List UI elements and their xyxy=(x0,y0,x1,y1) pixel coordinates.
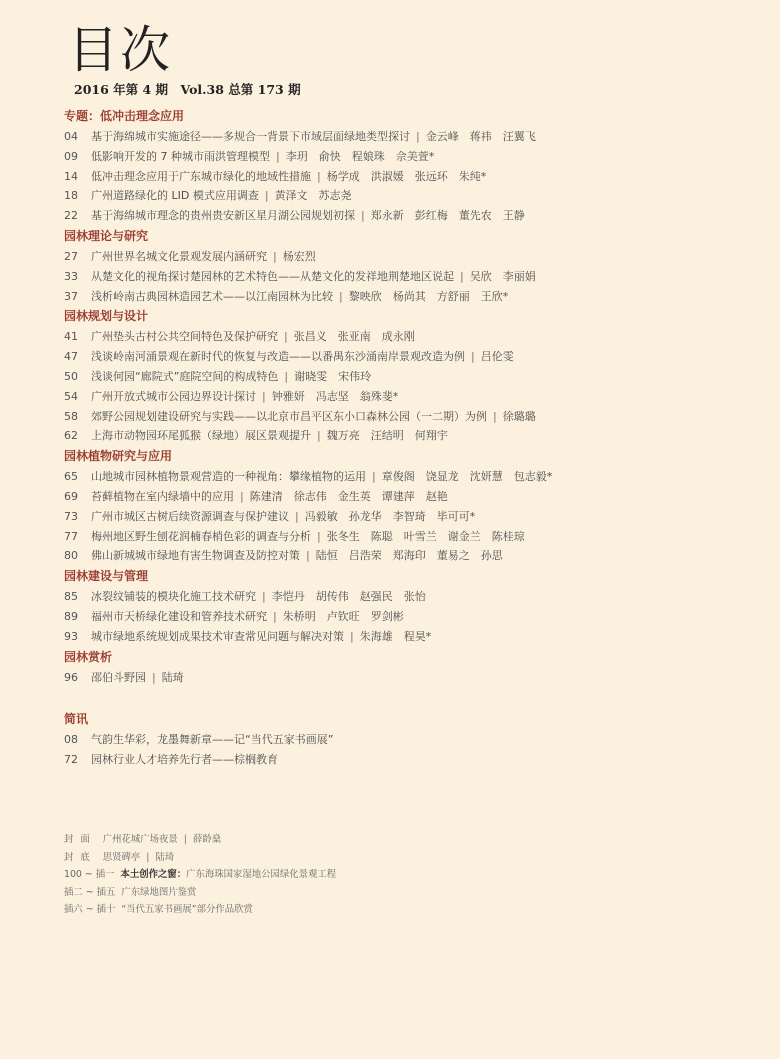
separator: | xyxy=(295,509,299,523)
separator: | xyxy=(361,209,365,223)
toc-entry[interactable] xyxy=(64,487,764,507)
toc-entry[interactable] xyxy=(64,750,764,770)
entry-page-number: 69 xyxy=(64,489,78,503)
entry-authors: 杨宏烈 xyxy=(282,249,316,263)
entry-title: 浅析岭南古典园林造园艺术——以江南园林为比较 xyxy=(91,289,333,303)
entry-authors: 李玥 俞快 程娘珠 佘美萱* xyxy=(285,149,435,163)
entry-page-number: 96 xyxy=(64,670,78,684)
entry-authors: 冯毅敏 孙龙华 李智琦 毕可可* xyxy=(304,509,476,523)
separator: | xyxy=(273,249,277,263)
entry-authors: 黎映欣 杨尚其 方舒丽 王欣* xyxy=(348,289,509,303)
entry-title: 广州世界名城文化景观发展内涵研究 xyxy=(91,249,267,263)
entry-page-number: 62 xyxy=(64,429,78,443)
separator: | xyxy=(317,429,321,443)
separator: | xyxy=(471,350,475,364)
entry-title: 郊野公园规划建设研究与实践——以北京市昌平区东小口森林公园（一二期）为例 xyxy=(91,409,487,423)
entry-authors: 陆琦 xyxy=(161,670,184,684)
credit-emphasis: 本土创作之窗： xyxy=(120,869,187,881)
separator: | xyxy=(152,670,156,684)
separator: | xyxy=(372,470,376,484)
toc-entry[interactable] xyxy=(64,127,764,147)
toc-entry[interactable] xyxy=(64,287,764,307)
separator: | xyxy=(264,189,269,203)
separator: | xyxy=(339,289,343,303)
entry-authors: 李恺丹 胡传伟 赵强民 张怡 xyxy=(271,590,426,604)
credit-line xyxy=(64,849,764,867)
entry-title: 广州垫头古村公共空间特色及保护研究 xyxy=(91,330,278,344)
credit-label: 插六 ~ 插十 xyxy=(64,904,116,916)
credit-line xyxy=(64,831,764,849)
separator: | xyxy=(284,369,289,383)
entry-authors: 张昌义 张亚南 成永刚 xyxy=(293,330,415,344)
credit-label: 插二 ~ 插五 xyxy=(64,886,116,898)
entry-title: 福州市天桥绿化建设和管养技术研究 xyxy=(91,609,267,623)
entry-title: 广州道路绿化的 LID 模式应用调查 xyxy=(91,189,259,203)
entry-authors: 朱桥明 卢钦旺 罗剑彬 xyxy=(282,609,404,623)
entry-page-number: 85 xyxy=(64,590,78,604)
table-of-contents xyxy=(64,106,764,770)
toc-entry[interactable] xyxy=(64,730,764,750)
credit-person: 陆琦 xyxy=(155,851,175,863)
section-heading: 园林理论与研究 xyxy=(64,228,149,243)
separator: | xyxy=(276,149,280,163)
separator: | xyxy=(317,529,321,543)
toc-entry[interactable] xyxy=(64,587,764,607)
entry-page-number: 37 xyxy=(64,289,78,303)
entry-page-number: 09 xyxy=(64,149,78,163)
entry-page-number: 72 xyxy=(64,753,78,767)
separator: | xyxy=(350,629,354,643)
separator: | xyxy=(183,834,187,845)
toc-entry[interactable] xyxy=(64,627,764,647)
entry-title: 上海市动物园环尾狐猴（绿地）展区景观提升 xyxy=(91,429,311,443)
entry-title: 基于海绵城市理念的贵州贵安新区星月湖公园规划初探 xyxy=(91,209,355,223)
separator: | xyxy=(493,409,497,423)
section-gap xyxy=(64,687,764,709)
entry-title: 广州开放式城市公园边界设计探讨 xyxy=(91,389,256,403)
entry-authors: 陈建清 徐志伟 金生英 谭建萍 赵艳 xyxy=(249,489,448,503)
toc-entry[interactable] xyxy=(64,327,764,347)
toc-entry[interactable] xyxy=(64,247,764,267)
entry-page-number: 04 xyxy=(64,130,78,143)
section-heading: 园林赏析 xyxy=(64,649,113,664)
credit-line xyxy=(64,884,764,902)
entry-page-number: 77 xyxy=(64,529,78,543)
separator: | xyxy=(460,269,464,283)
toc-entry[interactable] xyxy=(64,546,764,566)
entry-title: 基于海绵城市实施途径——多规合一背景下市域层面绿地类型探讨 xyxy=(91,130,410,143)
entry-title: 低冲击理念应用于广东城市绿化的地域性措施 xyxy=(91,169,311,183)
entry-page-number: 80 xyxy=(64,549,78,563)
entry-title: 广州市城区古树后续资源调查与保护建议 xyxy=(91,509,289,523)
entry-page-number: 93 xyxy=(64,629,78,643)
entry-page-number: 08 xyxy=(64,733,78,747)
entry-page-number: 41 xyxy=(64,330,78,344)
entry-authors: 吕伦雯 xyxy=(480,350,514,364)
toc-entry[interactable] xyxy=(64,267,764,287)
entry-title: 佛山新城城市绿地有害生物调查及防控对策 xyxy=(91,549,300,563)
credit-label: 封面 xyxy=(64,834,97,845)
entry-title: 低影响开发的 7 种城市雨洪管理模型 xyxy=(91,149,270,163)
entry-title: 邵伯斗野园 xyxy=(91,670,146,684)
entry-authors: 杨学成 洪淑媛 张远环 朱纯* xyxy=(326,169,487,183)
entry-page-number: 50 xyxy=(64,369,78,383)
entry-page-number: 27 xyxy=(64,249,78,263)
separator: | xyxy=(416,130,420,143)
separator: | xyxy=(240,489,244,503)
entry-authors: 张冬生 陈聪 叶雪兰 谢金兰 陈桂琼 xyxy=(326,529,525,543)
entry-title: 梅州地区野生刨花润楠春梢色彩的调查与分析 xyxy=(91,529,311,543)
credit-label: 封底 xyxy=(64,851,97,863)
entry-authors: 章俊阁 饶显龙 沈妍慧 包志毅* xyxy=(381,470,553,484)
entry-title: 气韵生华彩，龙墨舞新章——记“当代五家书画展” xyxy=(91,733,334,747)
entry-page-number: 22 xyxy=(64,209,78,223)
toc-entry[interactable] xyxy=(64,147,764,167)
toc-entry[interactable] xyxy=(64,527,764,547)
entry-page-number: 33 xyxy=(64,269,78,283)
credit-person: 薛龄燊 xyxy=(192,834,222,845)
credit-text: 广东海珠国家湿地公园绿化景观工程 xyxy=(186,869,337,881)
toc-entry[interactable] xyxy=(64,467,764,487)
toc-entry[interactable] xyxy=(64,367,764,387)
entry-title: 山地城市园林植物景观营造的一种视角：攀缘植物的运用 xyxy=(91,470,366,484)
section-heading: 简讯 xyxy=(64,712,89,727)
entry-page-number: 89 xyxy=(64,609,78,623)
entry-page-number: 14 xyxy=(64,169,78,183)
credit-text: 思贤碑亭 xyxy=(102,851,141,863)
section-heading: 园林建设与管理 xyxy=(64,569,149,584)
entry-authors: 陆恒 吕浩荣 郑海印 董易之 孙思 xyxy=(315,549,503,563)
entry-authors: 黄泽文 苏志尧 xyxy=(274,189,352,203)
toc-entry[interactable] xyxy=(64,206,764,226)
separator: | xyxy=(262,389,266,403)
toc-entry[interactable] xyxy=(64,507,764,527)
section-heading: 园林植物研究与应用 xyxy=(64,449,173,464)
entry-page-number: 18 xyxy=(64,189,78,203)
entry-authors: 朱海雄 程昊* xyxy=(359,629,432,643)
entry-authors: 钟雅妍 冯志坚 翁殊斐* xyxy=(271,389,399,403)
entry-title: 冰裂纹铺装的模块化施工技术研究 xyxy=(91,590,256,604)
entry-page-number: 47 xyxy=(64,350,78,364)
entry-page-number: 54 xyxy=(64,389,78,403)
separator: | xyxy=(146,851,150,863)
toc-entry[interactable] xyxy=(64,167,764,187)
section-heading: 园林规划与设计 xyxy=(64,309,149,324)
issue-line: 2016 年第 4 期 Vol.38 总第 173 期 xyxy=(74,82,301,97)
toc-entry[interactable] xyxy=(64,668,764,688)
entry-title: 浅谈何园“廊院式”庭院空间的构成特色 xyxy=(91,369,279,383)
entry-title: 苔藓植物在室内绿墙中的应用 xyxy=(91,489,234,503)
credit-line xyxy=(64,901,764,919)
entry-page-number: 65 xyxy=(64,470,78,484)
separator: | xyxy=(306,549,310,563)
toc-entry[interactable] xyxy=(64,186,764,206)
entry-title: 从楚文化的视角探讨楚园林的艺术特色——从楚文化的发祥地荆楚地区说起 xyxy=(91,269,454,283)
toc-entry[interactable] xyxy=(64,426,764,446)
toc-entry[interactable] xyxy=(64,407,764,427)
entry-title: 城市绿地系统规划成果技术审查常见问题与解决对策 xyxy=(91,629,344,643)
credit-text: “当代五家书画展”部分作品欣赏 xyxy=(121,904,253,916)
section-heading: 专题：低冲击理念应用 xyxy=(64,109,185,123)
entry-authors: 魏万亮 汪结明 何翔宇 xyxy=(326,429,448,443)
credit-label: 100 ~ 插一 xyxy=(64,869,115,881)
entry-authors: 郑永新 彭红梅 董先农 王静 xyxy=(370,209,525,223)
entry-page-number: 58 xyxy=(64,409,78,423)
toc-entry[interactable] xyxy=(64,347,764,367)
credits-block xyxy=(64,831,764,919)
toc-entry[interactable] xyxy=(64,607,764,627)
entry-authors: 谢晓雯 宋伟玲 xyxy=(294,369,372,383)
entry-authors: 金云峰 蒋祎 汪翼飞 xyxy=(425,130,536,143)
credit-text: 广东绿地图片鉴赏 xyxy=(121,886,197,898)
credit-text: 广州花城广场夜景 xyxy=(102,834,178,845)
separator: | xyxy=(317,169,321,183)
entry-authors: 吴欣 李丽娟 xyxy=(469,269,536,283)
page-title: 目次 xyxy=(68,21,172,79)
entry-authors: 徐璐璐 xyxy=(502,409,536,423)
toc-entry[interactable] xyxy=(64,387,764,407)
credit-line xyxy=(64,866,764,884)
entry-title: 园林行业人才培养先行者——棕榈教育 xyxy=(91,753,278,767)
separator: | xyxy=(273,609,277,623)
entry-title: 浅谈岭南河涌景观在新时代的恢复与改造——以番禺东沙涌南岸景观改造为例 xyxy=(91,350,465,364)
separator: | xyxy=(262,590,266,604)
entry-page-number: 73 xyxy=(64,509,78,523)
separator: | xyxy=(284,330,288,344)
